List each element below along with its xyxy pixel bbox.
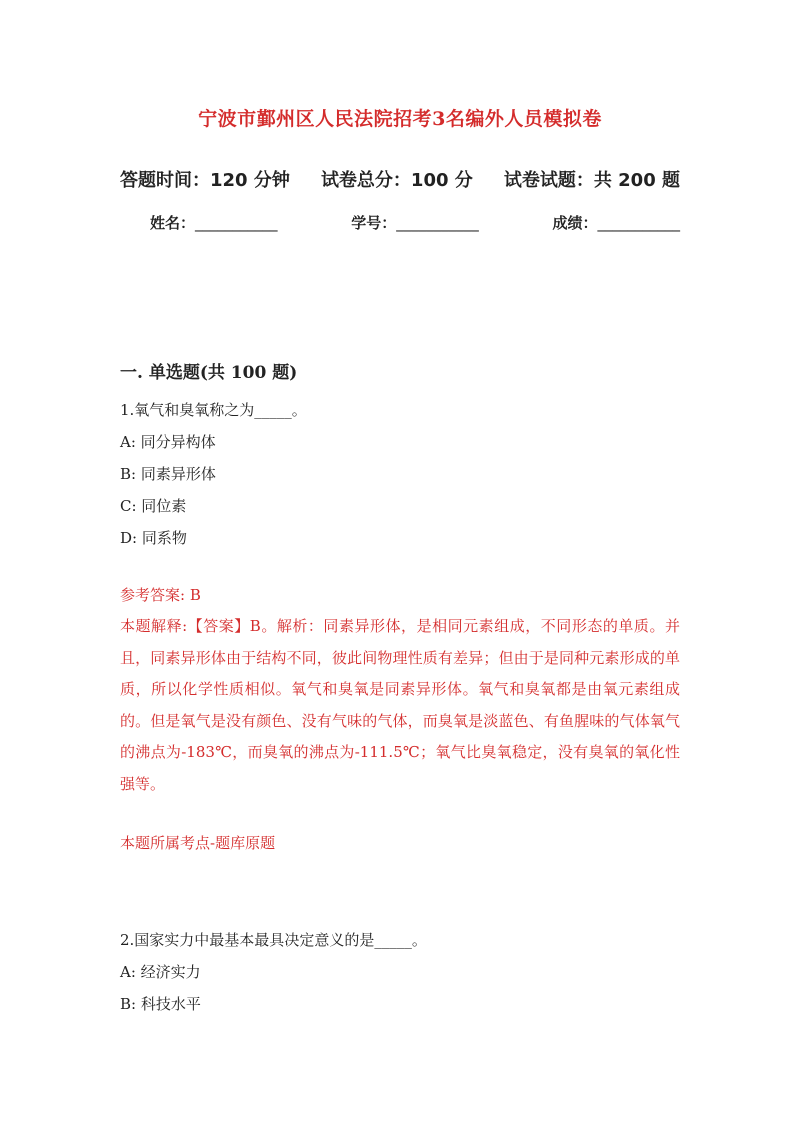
student-fields [150, 212, 680, 233]
exam-time: 答题时间：120 分钟 [120, 170, 290, 191]
section-heading: 一. 单选题(共 100 题) [120, 363, 298, 383]
question-stem: 2.国家实力中最基本最具决定意义的是_____。 [120, 931, 427, 949]
student-id-field [351, 212, 479, 233]
option-a: A: 同分异构体 [120, 433, 216, 451]
answer-section [120, 579, 680, 800]
answer-explanation: 本题解释:【答案】B。解析：同素异形体，是相同元素组成，不同形态的单质。并且，同素异形体由于结构不同，彼此间物理性质有差异；但由于是同种元素形成的单质，所以化学性质相似。氧气和臭氧是同素异形体。氧气和臭氧都是由氧元素组成的。但是氧气是没有颜色、没有气味的气体，而臭氧是淡蓝色、有鱼腥味的气体氧气的沸点为-183℃，而臭氧的沸点为-111.5℃；氧气比臭氧稳定，没有臭氧的氧化性强等。 [120, 617, 680, 793]
question-1 [120, 394, 680, 554]
exam-total-score: 试卷总分：100 分 [320, 170, 473, 191]
exam-question-count: 试卷试题：共 200 题 [503, 170, 680, 191]
exam-info [120, 166, 680, 192]
option-b: B: 同素异形体 [120, 465, 216, 483]
question-2 [120, 924, 680, 1020]
grade-blank: ___________ [597, 214, 680, 232]
reference-answer: 参考答案: B [120, 586, 201, 604]
question-stem: 1.氧气和臭氧称之为_____。 [120, 401, 307, 419]
option-c: C: 同位素 [120, 497, 187, 515]
student-id-blank: ___________ [396, 214, 479, 232]
name-field [150, 212, 278, 233]
student-id-label: 学号： [351, 214, 397, 232]
page-title: 宁波市鄞州区人民法院招考3名编外人员模拟卷 [198, 108, 602, 130]
name-blank: ___________ [195, 214, 278, 232]
grade-field [552, 212, 680, 233]
name-label: 姓名： [150, 214, 196, 232]
option-d: D: 同系物 [120, 529, 187, 547]
option-a: A: 经济实力 [120, 963, 201, 981]
option-b: B: 科技水平 [120, 995, 201, 1013]
question-topic: 本题所属考点-题库原题 [120, 834, 276, 852]
grade-label: 成绩： [552, 214, 598, 232]
